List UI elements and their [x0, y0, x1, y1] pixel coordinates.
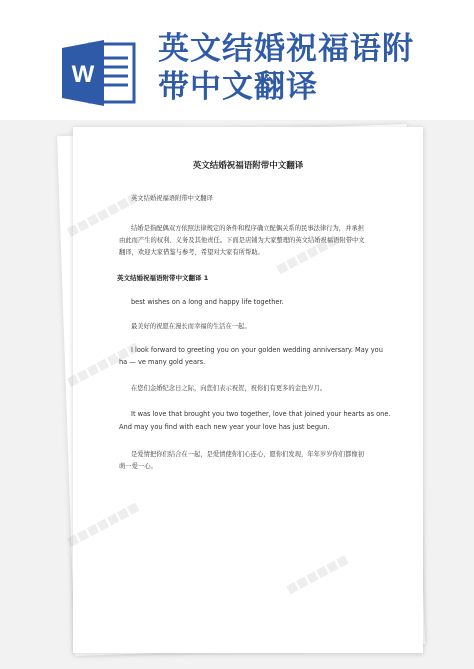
intro-line-2: 由此而产生的权利、义务及其他责任。下面是店铺为大家整理的英文结婚祝福语附带中文 [119, 237, 365, 244]
document-page [64, 127, 423, 653]
english-blessing-2-line-1: I look forward to greeting you on your golden wedding anniversary. May you [131, 346, 383, 354]
chinese-translation-2: 在您们金婚纪念日之际，向您们表示祝贺，祝你们有更多的金色岁月。 [131, 385, 327, 392]
page-title [158, 30, 458, 106]
chinese-translation-3-line-1: 是爱情把你们结合在一起，是爱情使你们心连心，愿你们发现，年年岁岁你们都像初 [131, 451, 364, 458]
watermark-decoration: ■■■■■■■ [64, 339, 142, 389]
intro-line-3: 翻译，欢迎大家借鉴与参考，希望对大家有所帮助。 [119, 249, 264, 256]
header-banner [0, 0, 474, 120]
english-blessing-3-line-1: It was love that brought you two together, love that joined your hearts as one. [131, 410, 391, 418]
english-blessing-2-line-2: ha — ve many gold years. [119, 358, 206, 366]
document-subtitle: 英文结婚祝福语附带中文翻译 [131, 195, 213, 202]
word-logo-letter: W [71, 61, 95, 88]
document-title: 英文结婚祝福语附带中文翻译 [192, 161, 304, 171]
chinese-translation-1: 最美好的祝愿在漫长而幸福的生活在一起。 [131, 323, 251, 330]
english-blessing-3-line-2: And may you find with each new year your love has just begun. [119, 423, 330, 431]
section-heading-1: 英文结婚祝福语附带中文翻译 1 [117, 274, 209, 282]
watermark-decoration: ■■■■■■■ [64, 189, 142, 239]
english-blessing-1: best wishes on a long and happy life together. [131, 298, 284, 306]
title-line-2: 带中文翻译 [158, 69, 318, 105]
watermark-decoration: ■■■■■■ [283, 551, 351, 597]
title-line-1: 英文结婚祝福语附 [158, 31, 414, 67]
intro-line-1: 结婚是指配偶双方依照法律规定的条件和程序确立配偶关系的民事法律行为，并承担 [131, 225, 364, 232]
word-icon [60, 38, 138, 108]
watermark-decoration: ■■■■■■■ [64, 499, 142, 549]
chinese-translation-3-line-2: 萌一爱一心。 [119, 463, 157, 470]
watermark-decoration: ■■■■■■ [273, 231, 341, 277]
